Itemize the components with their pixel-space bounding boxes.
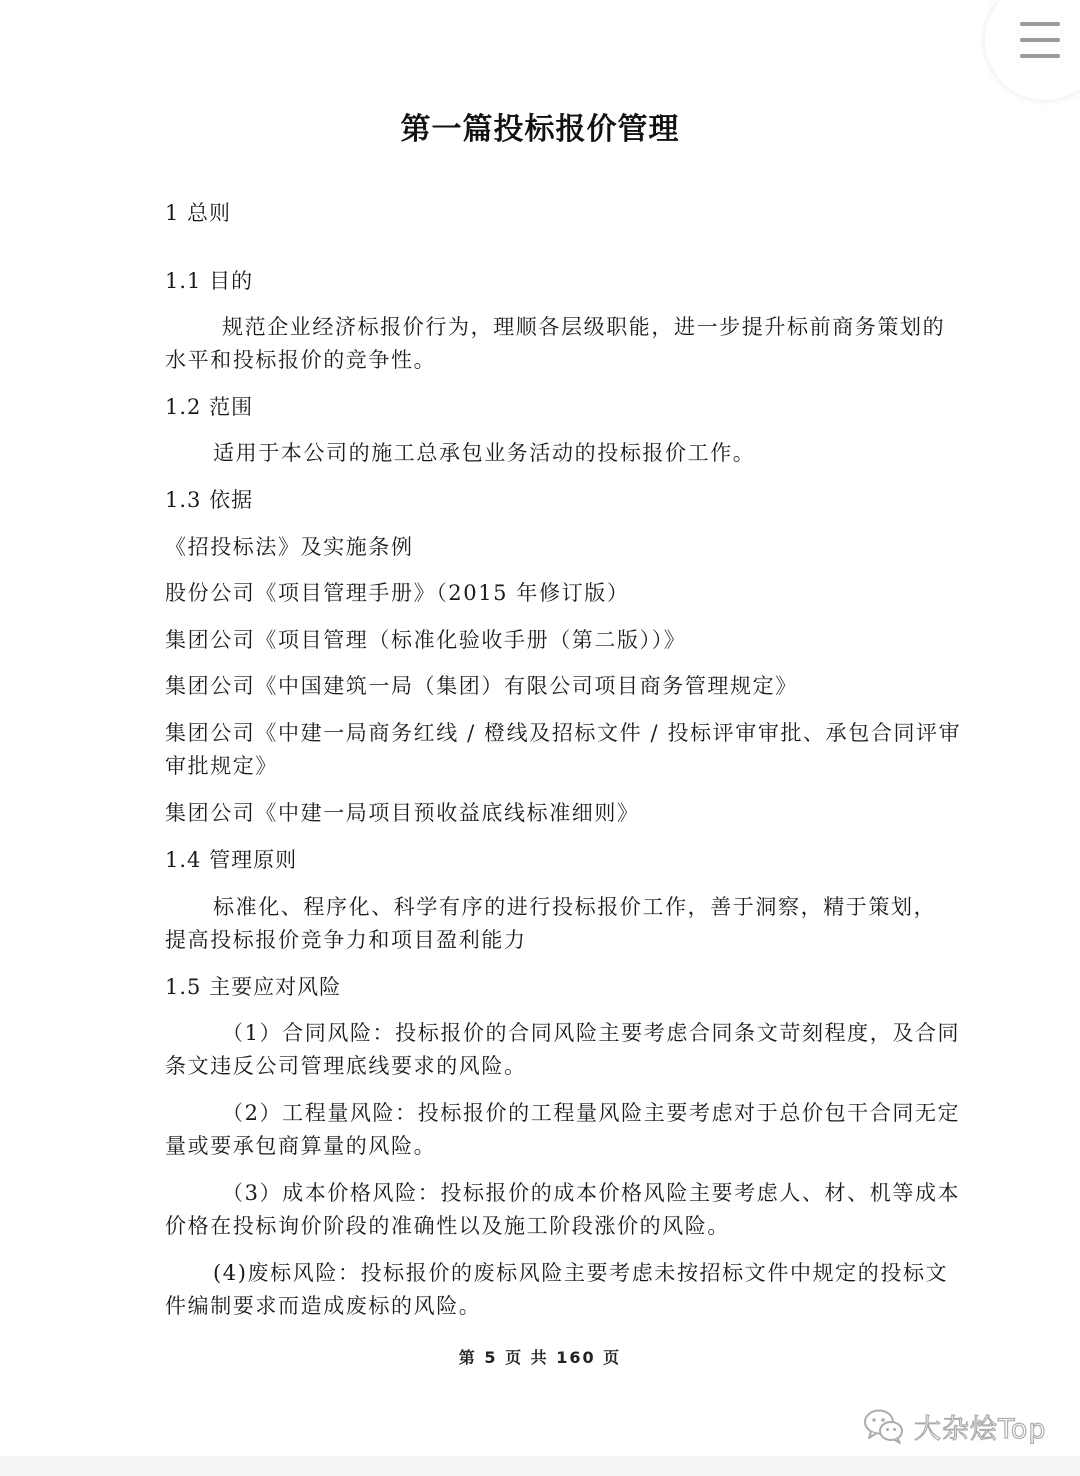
risk-item-line: （1）合同风险：投标报价的合同风险主要考虑合同条文苛刻程度，及合同 [222, 1021, 961, 1045]
paragraph-line: 提高投标报价竞争力和项目盈利能力 [165, 928, 527, 952]
basis-item: 《招投标法》及实施条例 [165, 535, 414, 559]
page-indicator: 第 5 页 共 160 页 [458, 1348, 622, 1367]
risk-item-line: （2）工程量风险：投标报价的工程量风险主要考虑对于总价包干合同无定 [222, 1101, 961, 1125]
paragraph-line: 标准化、程序化、科学有序的进行投标报价工作，善于洞察，精于策划， [213, 895, 937, 919]
subsection-heading: 1.3 依据 [165, 488, 254, 512]
risk-item-line: (4)废标风险：投标报价的废标风险主要考虑未按招标文件中规定的投标文 [213, 1261, 949, 1285]
risk-item-line: 价格在投标询价阶段的准确性以及施工阶段涨价的风险。 [165, 1214, 730, 1238]
basis-item: 集团公司《中建一局项目预收益底线标准细则》 [165, 801, 640, 825]
basis-item: 集团公司《中国建筑一局（集团）有限公司项目商务管理规定》 [165, 674, 798, 698]
document-title: 第一篇投标报价管理 [400, 112, 680, 147]
subsection-heading: 1.4 管理原则 [165, 848, 298, 872]
risk-item-line: 条文违反公司管理底线要求的风险。 [165, 1054, 527, 1078]
hamburger-menu-icon[interactable] [1020, 22, 1060, 58]
basis-item: 股份公司《项目管理手册》（2015 年修订版） [165, 581, 630, 605]
wechat-icon [862, 1406, 906, 1446]
basis-item: 审批规定》 [165, 754, 278, 778]
watermark [862, 1404, 1047, 1448]
risk-item-line: 量或要承包商算量的风险。 [165, 1134, 437, 1158]
section-heading: 1 总则 [165, 201, 232, 225]
risk-item-line: （3）成本价格风险：投标报价的成本价格风险主要考虑人、材、机等成本 [222, 1181, 961, 1205]
basis-item: 集团公司《中建一局商务红线 / 橙线及招标文件 / 投标评审审批、承包合同评审 [165, 721, 962, 745]
risk-item-line: 件编制要求而造成废标的风险。 [165, 1294, 482, 1318]
paragraph-line: 适用于本公司的施工总承包业务活动的投标报价工作。 [213, 441, 756, 465]
subsection-heading: 1.2 范围 [165, 395, 254, 419]
bottom-band [0, 1456, 1080, 1476]
subsection-heading: 1.1 目的 [165, 269, 254, 293]
watermark-text: 大杂烩Top [914, 1413, 1047, 1445]
subsection-heading: 1.5 主要应对风险 [165, 975, 342, 999]
paragraph-line: 规范企业经济标报价行为，理顺各层级职能，进一步提升标前商务策划的 [222, 315, 946, 339]
paragraph-line: 水平和投标报价的竞争性。 [165, 348, 437, 372]
basis-item: 集团公司《项目管理（标准化验收手册（第二版））》 [165, 628, 687, 652]
